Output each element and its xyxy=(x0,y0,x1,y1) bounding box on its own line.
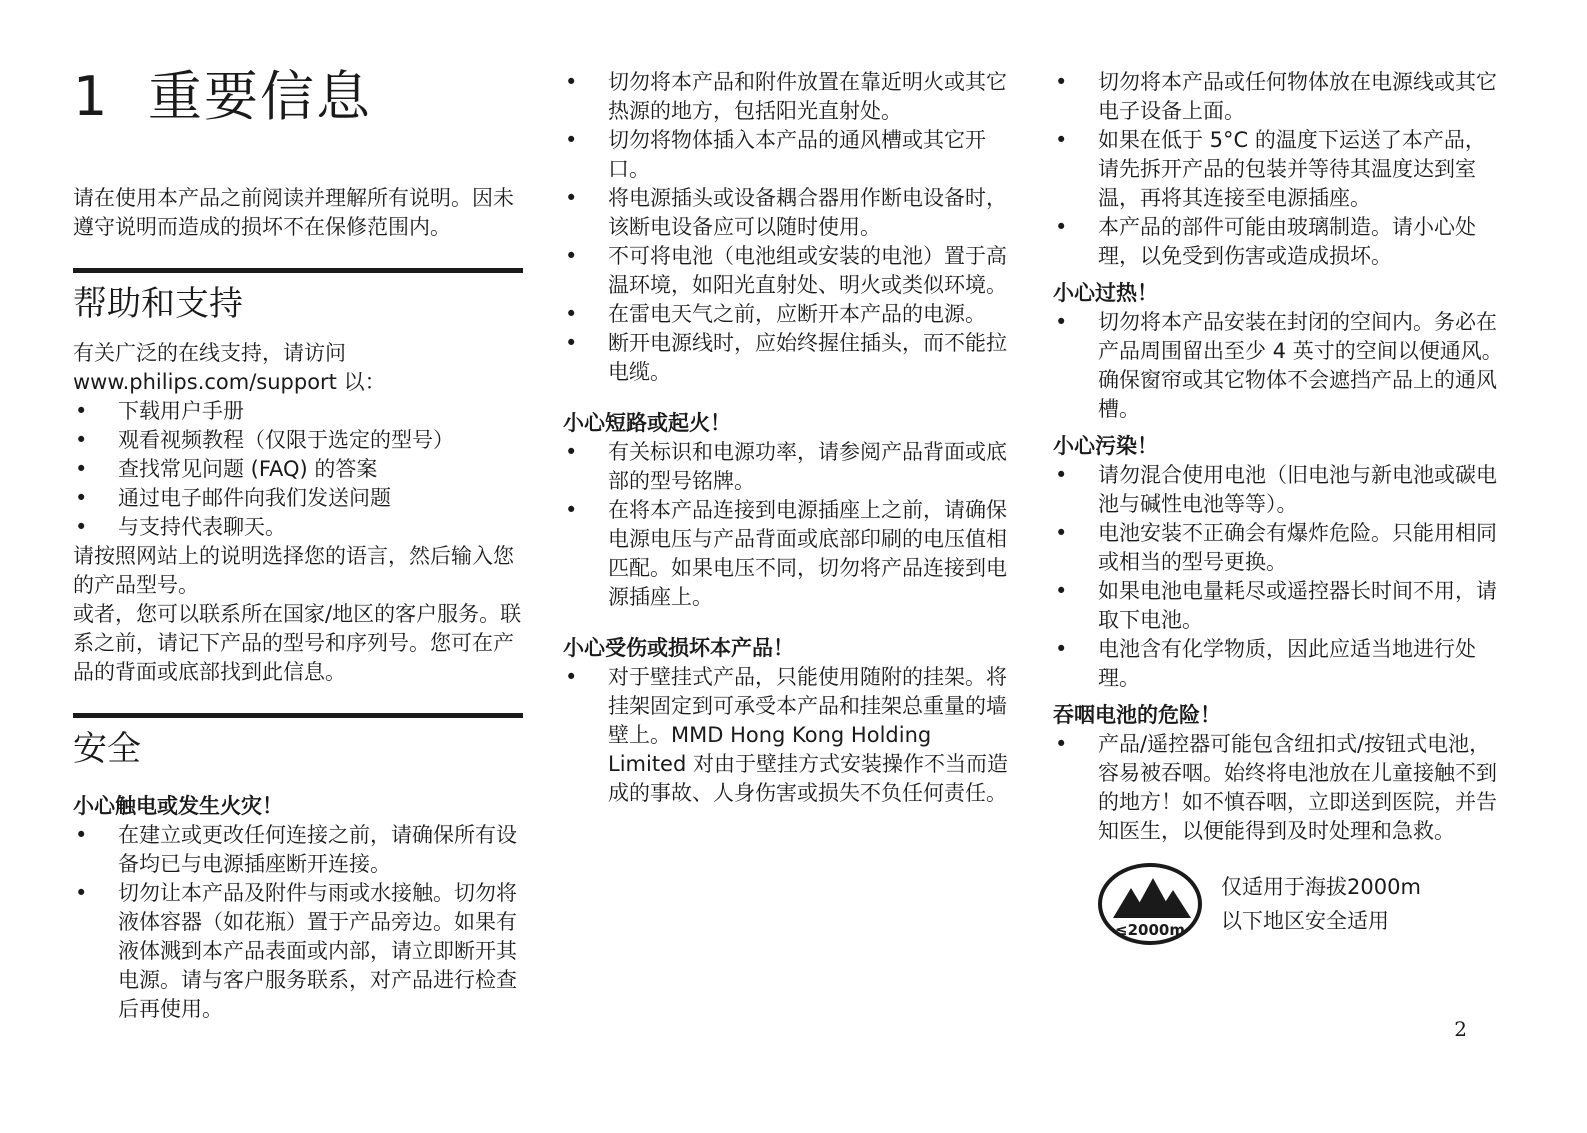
intro-paragraph: 请在使用本产品之前阅读并理解所有说明。因未遵守说明而造成的损坏不在保修范围内。 xyxy=(73,186,514,240)
list-item: • 产品/遥控器可能包含纽扣式/按钮式电池，容易被吞咽。始终将电池放在儿童接触不到的地方！如不慎吞咽，立即送到医院，并告知医生，以便能得到及时处理和急救。 xyxy=(1053,730,1503,846)
safety-section-title: 安全 xyxy=(73,729,141,770)
damage-heading: 小心受伤或损坏本产品！ xyxy=(563,636,794,660)
help-paragraph-2: 或者，您可以联系所在国家/地区的客户服务。联系之前，请记下产品的型号和序列号。您可在产品的背面或底部找到此信息。 xyxy=(73,602,522,685)
pollution-heading: 小心污染！ xyxy=(1053,434,1158,458)
list-item: • 有关标识和电源功率，请参阅产品背面或底部的型号铭牌。 xyxy=(563,438,1013,496)
altitude-text xyxy=(1221,870,1421,938)
overheat-heading: 小心过热！ xyxy=(1053,281,1158,305)
help-section-title: 帮助和支持 xyxy=(73,284,243,325)
list-item: • 在将本产品连接到电源插座上之前，请确保电源电压与产品背面或底部印刷的电压值相匹配。如果电压不同，切勿将产品连接到电源插座上。 xyxy=(563,496,1013,612)
list-item: • 本产品的部件可能由玻璃制造。请小心处理，以免受到伤害或造成损坏。 xyxy=(1053,213,1503,271)
help-paragraph-1: 请按照网站上的说明选择您的语言，然后输入您的产品型号。 xyxy=(73,544,514,598)
list-item: • 查找常见问题 (FAQ) 的答案 xyxy=(73,455,523,484)
list-item: • 观看视频教程（仅限于选定的型号） xyxy=(73,426,523,455)
help-lead: 有关广泛的在线支持，请访问 www.philips.com/support 以： xyxy=(73,341,386,395)
list-item: • 不可将电池（电池组或安装的电池）置于高温环境，如阳光直射处、明火或类似环境。 xyxy=(563,242,1013,300)
pollution-list xyxy=(1053,461,1503,693)
altitude-mountain-icon xyxy=(1097,862,1203,946)
chapter-title xyxy=(73,66,523,128)
list-item: • 电池安装不正确会有爆炸危险。只能用相同或相当的型号更换。 xyxy=(1053,519,1503,577)
page-number: 2 xyxy=(1454,1017,1467,1041)
general-list xyxy=(1053,68,1503,271)
list-item: • 切勿将物体插入本产品的通风槽或其它开口。 xyxy=(563,126,1013,184)
list-item: • 切勿将本产品和附件放置在靠近明火或其它热源的地方，包括阳光直射处。 xyxy=(563,68,1013,126)
list-item: • 通过电子邮件向我们发送问题 xyxy=(73,484,523,513)
list-item: • 将电源插头或设备耦合器用作断电设备时，该断电设备应可以随时使用。 xyxy=(563,184,1013,242)
list-item: • 与支持代表聊天。 xyxy=(73,513,523,542)
altitude-line-2: 以下地区安全适用 xyxy=(1221,909,1389,933)
list-item: • 如果电池电量耗尽或遥控器长时间不用，请取下电池。 xyxy=(1053,577,1503,635)
overheat-list xyxy=(1053,308,1503,424)
chapter-title-text: 重要信息 xyxy=(148,65,372,128)
section-divider xyxy=(73,713,523,718)
swallow-list xyxy=(1053,730,1503,846)
chapter-number: 1 xyxy=(73,65,110,128)
column-left xyxy=(73,66,523,1024)
altitude-line-1: 仅适用于海拔2000m xyxy=(1221,875,1421,899)
altitude-icon-label: ≤2000m xyxy=(1115,921,1185,939)
list-item: • 在建立或更改任何连接之前，请确保所有设备均已与电源插座断开连接。 xyxy=(73,821,523,879)
electric-list-continued xyxy=(563,68,1013,387)
list-item: • 电池含有化学物质，因此应适当地进行处理。 xyxy=(1053,635,1503,693)
section-divider xyxy=(73,268,523,273)
column-middle xyxy=(563,68,1013,808)
short-circuit-heading: 小心短路或起火！ xyxy=(563,411,731,435)
list-item: • 切勿将本产品或任何物体放在电源线或其它电子设备上面。 xyxy=(1053,68,1503,126)
column-right xyxy=(1053,68,1503,946)
list-item: • 对于壁挂式产品，只能使用随附的挂架。将挂架固定到可承受本产品和挂架总重量的墙壁上。MMD Hong Kong Holding Limited 对由于壁挂方式安装操作不当而造成的事故、人身伤害或损失不负任何责任。 xyxy=(563,663,1013,808)
list-item: • 如果在低于 5°C 的温度下运送了本产品，请先拆开产品的包装并等待其温度达到室温，再将其连接至电源插座。 xyxy=(1053,126,1503,213)
swallow-heading: 吞咽电池的危险！ xyxy=(1053,703,1221,727)
list-item: • 请勿混合使用电池（旧电池与新电池或碳电池与碱性电池等等）。 xyxy=(1053,461,1503,519)
list-item: • 切勿将本产品安装在封闭的空间内。务必在产品周围留出至少 4 英寸的空间以便通风。确保窗帘或其它物体不会遮挡产品上的通风槽。 xyxy=(1053,308,1503,424)
help-list xyxy=(73,397,523,542)
electric-heading: 小心触电或发生火灾！ xyxy=(73,794,283,819)
electric-list xyxy=(73,821,523,1024)
list-item: • 在雷电天气之前，应断开本产品的电源。 xyxy=(563,300,1013,329)
short-circuit-list xyxy=(563,438,1013,612)
altitude-notice xyxy=(1097,862,1503,946)
list-item: • 下载用户手册 xyxy=(73,397,523,426)
list-item: • 断开电源线时，应始终握住插头，而不能拉电缆。 xyxy=(563,329,1013,387)
list-item: • 切勿让本产品及附件与雨或水接触。切勿将液体容器（如花瓶）置于产品旁边。如果有液体溅到本产品表面或内部，请立即断开其电源。请与客户服务联系，对产品进行检查后再使用。 xyxy=(73,879,523,1024)
damage-list xyxy=(563,663,1013,808)
